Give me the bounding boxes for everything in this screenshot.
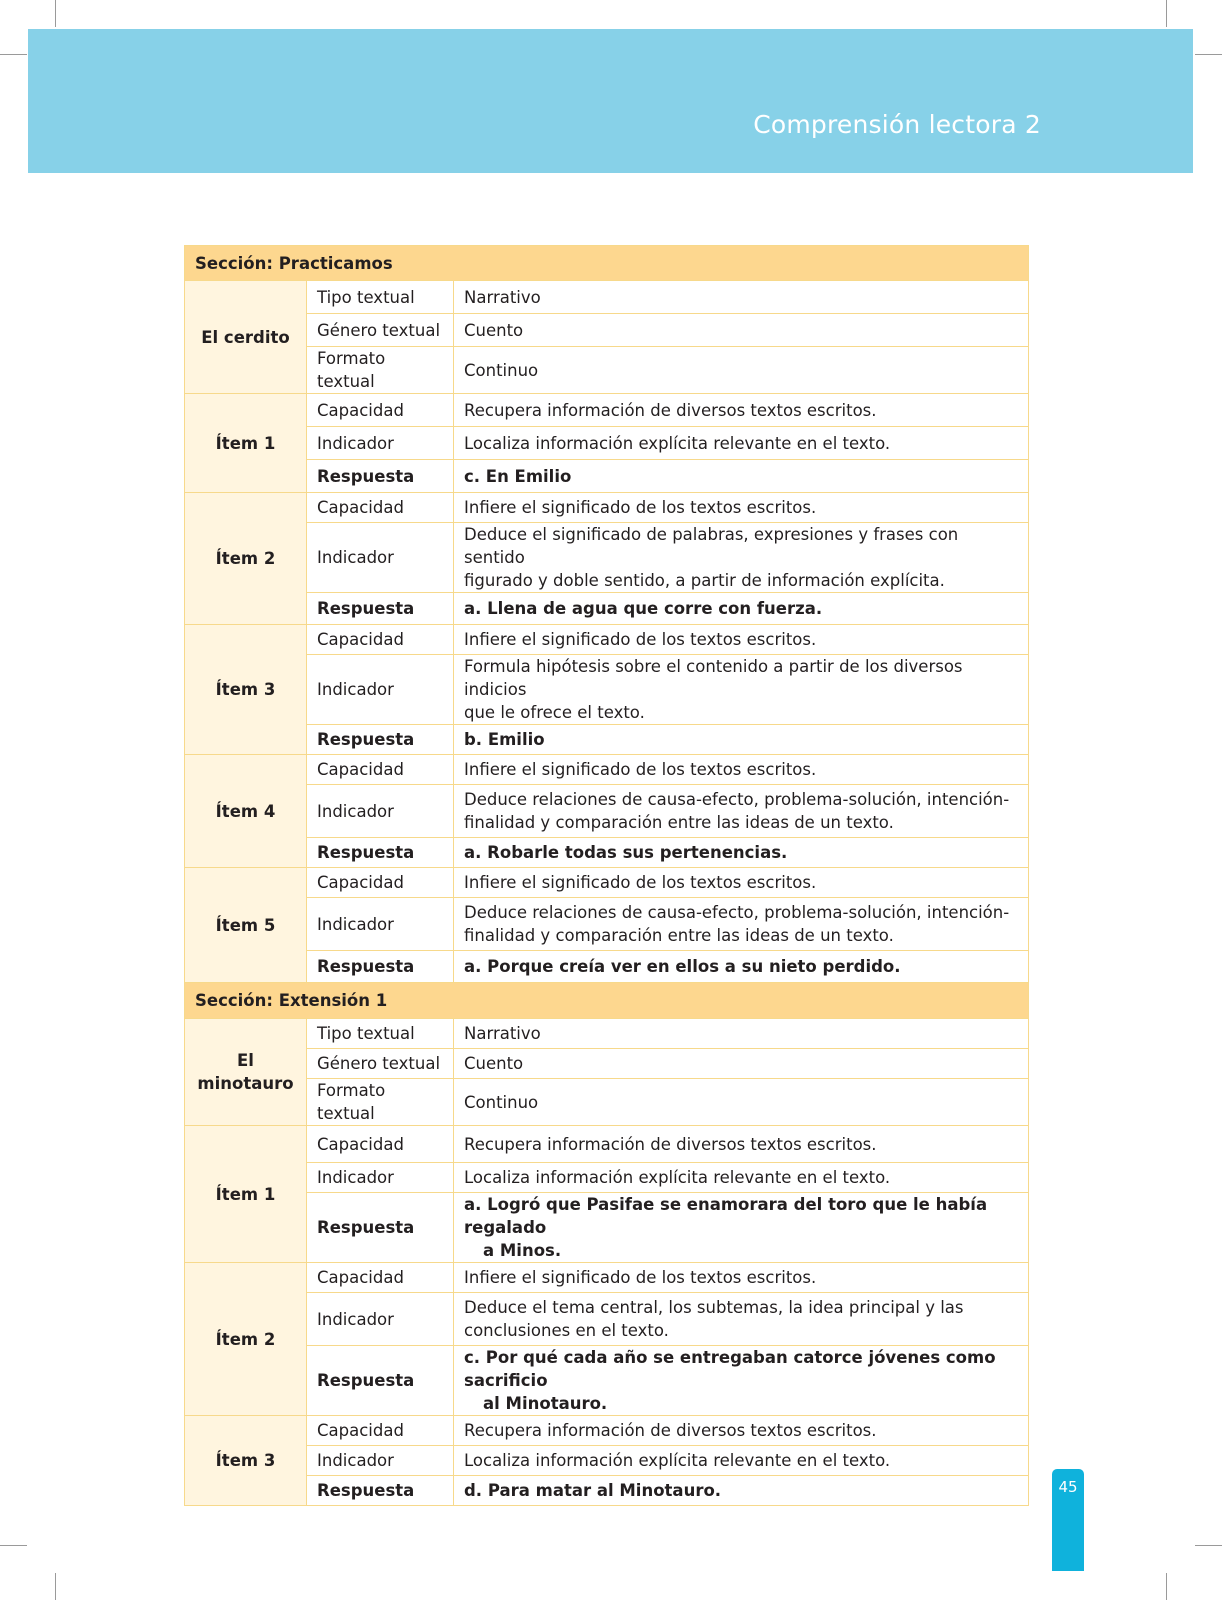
row-label: Indicador	[307, 785, 454, 838]
crop-mark	[1195, 54, 1222, 55]
crop-mark	[1166, 0, 1167, 27]
section-row	[185, 983, 1029, 1019]
table-row	[185, 281, 1029, 314]
row-value	[454, 523, 1029, 593]
table-row	[185, 1263, 1029, 1293]
row-value	[454, 785, 1029, 838]
row-value: Narrativo	[454, 1019, 1029, 1049]
page-number: 45	[1058, 1478, 1078, 1496]
table-row	[185, 655, 1029, 725]
row-value: Narrativo	[454, 281, 1029, 314]
table-row	[185, 1163, 1029, 1193]
row-label: Capacidad	[307, 1416, 454, 1446]
line: conclusiones en el texto.	[464, 1321, 669, 1340]
row-value	[454, 898, 1029, 951]
row-value: Infiere el significado de los textos escritos.	[454, 493, 1029, 523]
table-row	[185, 951, 1029, 983]
line: al Minotauro.	[483, 1394, 608, 1413]
row-value: Infiere el significado de los textos escritos.	[454, 625, 1029, 655]
line: que le ofrece el texto.	[464, 703, 645, 722]
row-value: Continuo	[454, 1079, 1029, 1126]
table-row	[185, 868, 1029, 898]
table-row	[185, 725, 1029, 755]
row-value	[454, 655, 1029, 725]
answer-value: d. Para matar al Minotauro.	[454, 1476, 1029, 1506]
table-row	[185, 1293, 1029, 1346]
header-band	[28, 29, 1193, 173]
line: c. Por qué cada año se entregaban catorce jóvenes como sacrificio	[464, 1348, 996, 1390]
row-value: Localiza información explícita relevante en el texto.	[454, 1163, 1029, 1193]
row-label: Capacidad	[307, 1126, 454, 1163]
item-name: Ítem 4	[185, 755, 307, 868]
line: Deduce el tema central, los subtemas, la idea principal y las	[464, 1298, 964, 1317]
line: El	[237, 1051, 254, 1070]
table-row	[185, 1049, 1029, 1079]
crop-mark	[55, 0, 56, 27]
row-label: Respuesta	[307, 1193, 454, 1263]
answer-value: a. Robarle todas sus pertenencias.	[454, 838, 1029, 868]
table-row	[185, 1126, 1029, 1163]
row-label: Respuesta	[307, 725, 454, 755]
table-row	[185, 625, 1029, 655]
row-label: Respuesta	[307, 838, 454, 868]
row-label: Capacidad	[307, 625, 454, 655]
item-name: Ítem 1	[185, 394, 307, 493]
line: Deduce relaciones de causa-efecto, problema-solución, intención-	[464, 903, 1010, 922]
answer-value: c. En Emilio	[454, 460, 1029, 493]
row-value: Infiere el significado de los textos escritos.	[454, 755, 1029, 785]
item-name: Ítem 3	[185, 625, 307, 755]
line: Deduce el significado de palabras, expresiones y frases con sentido	[464, 525, 959, 567]
row-label: Indicador	[307, 1293, 454, 1346]
row-label: Género textual	[307, 314, 454, 347]
table-row	[185, 460, 1029, 493]
row-label: Respuesta	[307, 951, 454, 983]
row-label: Capacidad	[307, 493, 454, 523]
table-row	[185, 898, 1029, 951]
row-value	[454, 1293, 1029, 1346]
row-value: Continuo	[454, 347, 1029, 394]
row-value: Cuento	[454, 1049, 1029, 1079]
row-value: Recupera información de diversos textos escritos.	[454, 394, 1029, 427]
crop-mark	[0, 54, 27, 55]
answer-value: b. Emilio	[454, 725, 1029, 755]
item-name: Ítem 2	[185, 1263, 307, 1416]
row-label: Tipo textual	[307, 281, 454, 314]
row-label: Género textual	[307, 1049, 454, 1079]
table-row	[185, 1446, 1029, 1476]
line: figurado y doble sentido, a partir de información explícita.	[464, 571, 945, 590]
row-label: Indicador	[307, 898, 454, 951]
table-row	[185, 755, 1029, 785]
text-name	[185, 1019, 307, 1126]
row-label: Indicador	[307, 523, 454, 593]
line: minotauro	[197, 1074, 294, 1093]
row-label: Indicador	[307, 655, 454, 725]
row-label: Indicador	[307, 1163, 454, 1193]
answer-value: a. Llena de agua que corre con fuerza.	[454, 593, 1029, 625]
answer-table	[184, 245, 1029, 1506]
item-name: Ítem 3	[185, 1416, 307, 1506]
crop-mark	[1166, 1573, 1167, 1600]
crop-mark	[0, 1545, 27, 1546]
section-title: Sección: Practicamos	[185, 246, 1029, 281]
crop-mark	[1195, 1545, 1222, 1546]
answer-value	[454, 1193, 1029, 1263]
row-value: Localiza información explícita relevante en el texto.	[454, 1446, 1029, 1476]
table-row	[185, 347, 1029, 394]
row-label: Formato textual	[307, 1079, 454, 1126]
line: a. Logró que Pasifae se enamorara del toro que le había regalado	[464, 1195, 988, 1237]
row-label: Respuesta	[307, 1346, 454, 1416]
table-row	[185, 1193, 1029, 1263]
table-row	[185, 593, 1029, 625]
table-row	[185, 1416, 1029, 1446]
line: finalidad y comparación entre las ideas de un texto.	[464, 813, 894, 832]
row-label: Indicador	[307, 1446, 454, 1476]
row-label: Capacidad	[307, 1263, 454, 1293]
row-value: Infiere el significado de los textos escritos.	[454, 1263, 1029, 1293]
text-name: El cerdito	[185, 281, 307, 394]
table-row	[185, 394, 1029, 427]
row-value: Localiza información explícita relevante en el texto.	[454, 427, 1029, 460]
row-label: Capacidad	[307, 868, 454, 898]
row-value: Cuento	[454, 314, 1029, 347]
table-row	[185, 523, 1029, 593]
page-title: Comprensión lectora 2	[753, 110, 1041, 139]
line: Deduce relaciones de causa-efecto, problema-solución, intención-	[464, 790, 1010, 809]
table-row	[185, 1476, 1029, 1506]
item-name: Ítem 2	[185, 493, 307, 625]
table-row	[185, 427, 1029, 460]
row-value: Recupera información de diversos textos escritos.	[454, 1416, 1029, 1446]
line: Formula hipótesis sobre el contenido a partir de los diversos indicios	[464, 657, 963, 699]
row-label: Respuesta	[307, 460, 454, 493]
row-label: Respuesta	[307, 593, 454, 625]
row-value: Infiere el significado de los textos escritos.	[454, 868, 1029, 898]
row-label: Tipo textual	[307, 1019, 454, 1049]
row-label: Capacidad	[307, 755, 454, 785]
page-number-tab	[1052, 1469, 1084, 1571]
table-row	[185, 1346, 1029, 1416]
table-row	[185, 838, 1029, 868]
row-value: Recupera información de diversos textos escritos.	[454, 1126, 1029, 1163]
section-row	[185, 246, 1029, 281]
table-row	[185, 314, 1029, 347]
table-row	[185, 785, 1029, 838]
crop-mark	[55, 1573, 56, 1600]
answer-value: a. Porque creía ver en ellos a su nieto perdido.	[454, 951, 1029, 983]
item-name: Ítem 5	[185, 868, 307, 983]
section-title: Sección: Extensión 1	[185, 983, 1029, 1019]
line: finalidad y comparación entre las ideas de un texto.	[464, 926, 894, 945]
row-label: Respuesta	[307, 1476, 454, 1506]
table-row	[185, 1019, 1029, 1049]
item-name: Ítem 1	[185, 1126, 307, 1263]
answer-value	[454, 1346, 1029, 1416]
row-label: Capacidad	[307, 394, 454, 427]
row-label: Indicador	[307, 427, 454, 460]
table-row	[185, 1079, 1029, 1126]
line: a Minos.	[483, 1241, 562, 1260]
table-row	[185, 493, 1029, 523]
row-label: Formato textual	[307, 347, 454, 394]
